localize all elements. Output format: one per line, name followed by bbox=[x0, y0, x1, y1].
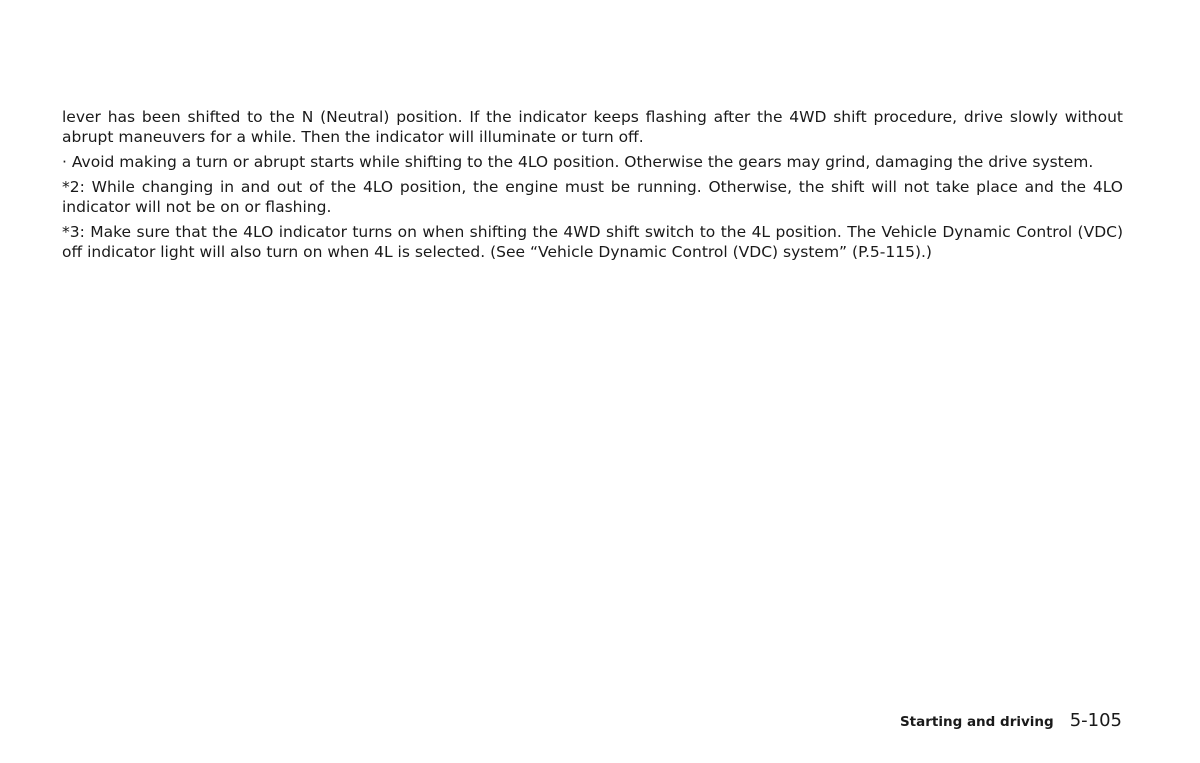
body-text bbox=[62, 107, 1123, 267]
page-footer bbox=[900, 710, 1122, 731]
paragraph-avoid-turns: · Avoid making a turn or abrupt starts while shifting to the 4LO position. Otherwise the gears may grind, damaging the drive system. bbox=[62, 153, 1094, 171]
page-number: 5-105 bbox=[1069, 710, 1122, 731]
paragraph-neutral-indicator: lever has been shifted to the N (Neutral) position. If the indicator keeps flashing after the 4WD shift procedure, drive slowly without abrupt maneuvers for a while. Then the indicator will illuminate or turn off. bbox=[62, 108, 1123, 146]
section-title: Starting and driving bbox=[899, 714, 1054, 730]
note-3-4lo-indicator: *3: Make sure that the 4LO indicator turns on when shifting the 4WD shift switch to the 4L position. The Vehicle Dynamic Control (VDC) off indicator light will also turn on when 4L is selected. (See “Vehicle Dynamic Control (VDC) system” (P.5-115).) bbox=[62, 223, 1123, 261]
note-2-engine-running: *2: While changing in and out of the 4LO position, the engine must be running. Otherwise, the shift will not take place and the 4LO indicator will not be on or flashing. bbox=[62, 178, 1123, 216]
